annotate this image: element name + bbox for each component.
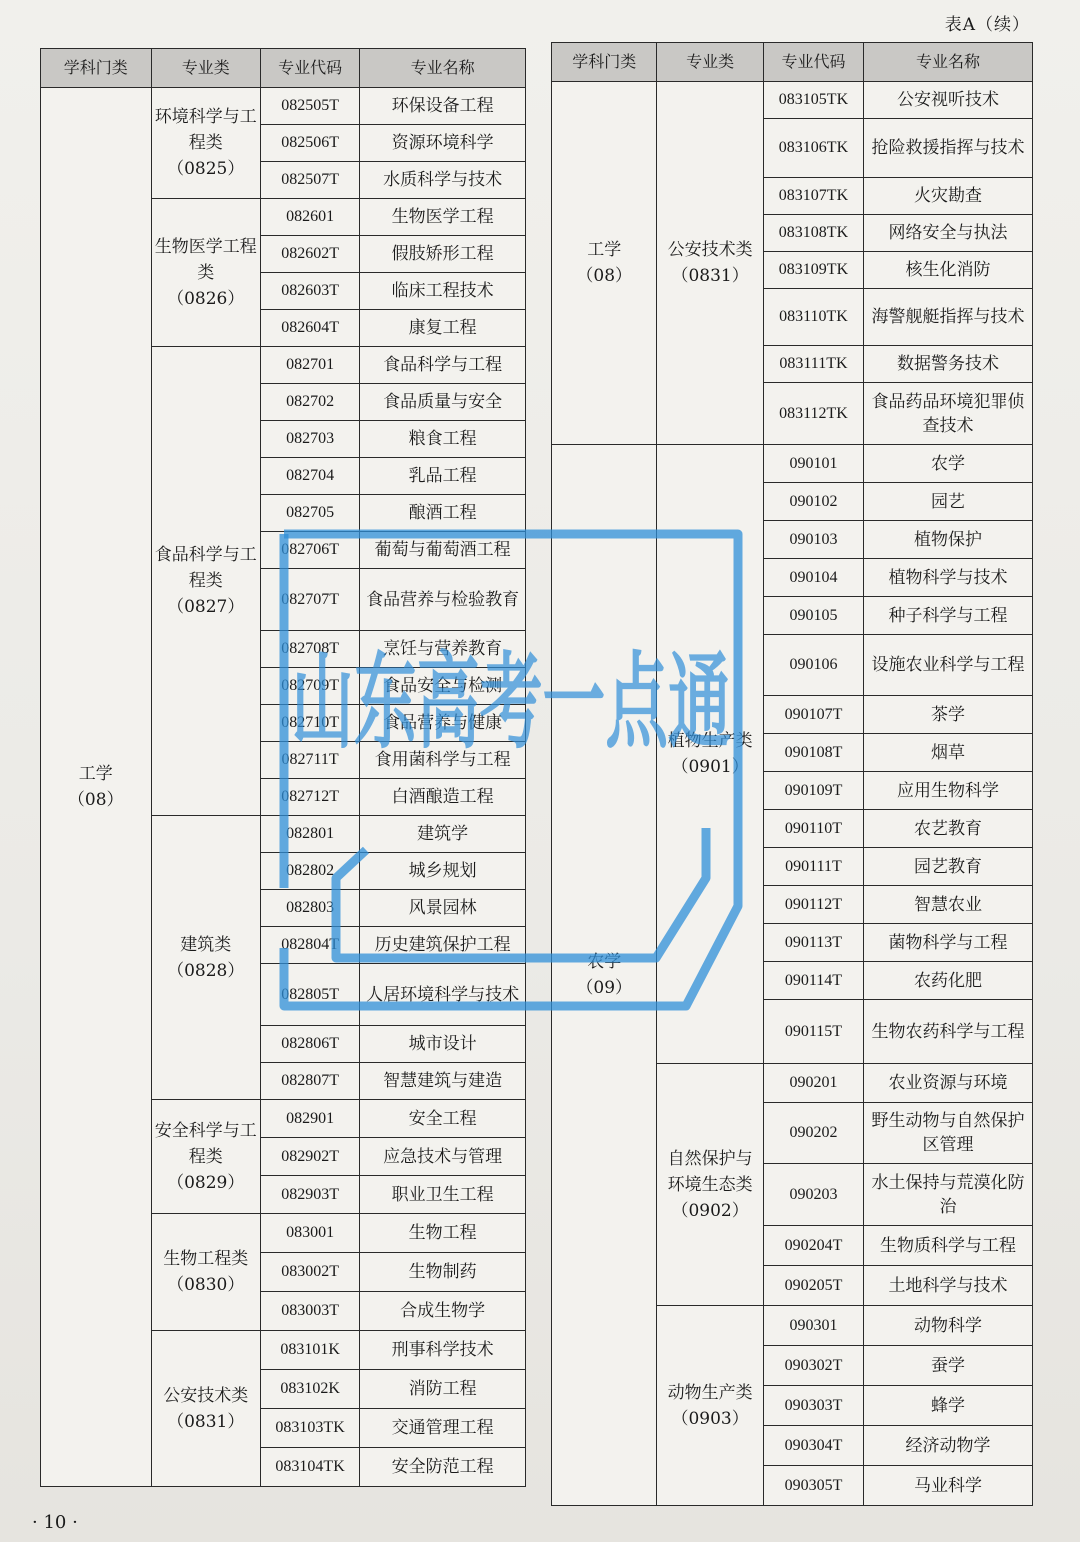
category-code: （0903） [671, 1408, 749, 1429]
major-code: 082703 [260, 421, 359, 458]
major-code: 090303T [763, 1386, 863, 1426]
major-code: 090105 [763, 597, 863, 635]
major-name: 食品安全与检测 [360, 668, 526, 705]
major-code: 090113T [763, 924, 863, 962]
major-code: 082505T [260, 88, 359, 125]
category-code: （0827） [167, 597, 245, 617]
major-code: 090302T [763, 1346, 863, 1386]
discipline-code: （09） [576, 978, 633, 998]
major-name: 农药化肥 [864, 962, 1033, 1000]
category-cell [151, 816, 260, 1100]
table-row [552, 82, 1033, 119]
discipline-cell [552, 445, 657, 1506]
major-name: 农艺教育 [864, 810, 1033, 848]
major-name: 资源环境科学 [360, 125, 526, 162]
major-code: 083101K [260, 1331, 359, 1370]
discipline-cell [552, 82, 657, 445]
major-code: 083002T [260, 1253, 359, 1292]
major-name: 生物工程 [360, 1214, 526, 1253]
major-code: 082602T [260, 236, 359, 273]
header-discipline: 学科门类 [552, 43, 657, 82]
major-name: 智慧农业 [864, 886, 1033, 924]
major-code: 082903T [260, 1176, 359, 1214]
table-row [552, 445, 1033, 483]
major-code: 090108T [763, 734, 863, 772]
category-cell [151, 199, 260, 347]
category-cell [151, 1331, 260, 1487]
major-name: 城市设计 [360, 1026, 526, 1063]
major-code: 082601 [260, 199, 359, 236]
major-code: 082711T [260, 742, 359, 779]
major-name: 蜂学 [864, 1386, 1033, 1426]
major-code: 083111TK [763, 346, 863, 383]
major-name: 种子科学与工程 [864, 597, 1033, 635]
major-code: 082708T [260, 631, 359, 668]
major-code: 090104 [763, 559, 863, 597]
category-cell [657, 1064, 763, 1306]
category-code: （0826） [167, 288, 245, 309]
major-name: 茶学 [864, 696, 1033, 734]
major-code: 083107TK [763, 178, 863, 215]
header-code: 专业代码 [260, 49, 359, 88]
category-cell [151, 88, 260, 199]
category-code: （0831） [167, 1411, 245, 1432]
major-code: 083106TK [763, 119, 863, 178]
major-name: 生物农药科学与工程 [864, 1000, 1033, 1064]
page-number: · 10 · [32, 1512, 78, 1533]
category-name: 公安技术类 [667, 240, 753, 260]
major-code: 082801 [260, 816, 359, 853]
category-code: （0831） [671, 266, 749, 286]
major-name: 智慧建筑与建造 [360, 1063, 526, 1100]
major-code: 090110T [763, 810, 863, 848]
major-name: 海警舰艇指挥与技术 [864, 289, 1033, 346]
major-name: 风景园林 [360, 890, 526, 927]
major-code: 083001 [260, 1214, 359, 1253]
table-continuation-note: 表A（续） [944, 15, 1030, 35]
category-cell [151, 347, 260, 816]
category-name: 生物医学工程类 [154, 236, 257, 283]
category-cell [657, 445, 763, 1064]
major-name: 土地科学与技术 [864, 1266, 1033, 1306]
major-code: 090111T [763, 848, 863, 886]
major-name: 食品营养与检验教育 [360, 569, 526, 631]
major-code: 090203 [763, 1164, 863, 1226]
major-name: 网络安全与执法 [864, 215, 1033, 252]
category-code: （0825） [167, 159, 245, 179]
major-code: 090204T [763, 1226, 863, 1266]
discipline-code: （08） [576, 266, 633, 286]
major-name: 应急技术与管理 [360, 1138, 526, 1176]
major-code: 082701 [260, 347, 359, 384]
major-code: 090107T [763, 696, 863, 734]
major-name: 烹饪与营养教育 [360, 631, 526, 668]
major-code: 090112T [763, 886, 863, 924]
major-code: 082803 [260, 890, 359, 927]
major-name: 公安视听技术 [864, 82, 1033, 119]
major-code: 082807T [260, 1063, 359, 1100]
major-name: 动物科学 [864, 1306, 1033, 1346]
major-code: 082705 [260, 495, 359, 532]
category-name: 自然保护与环境生态类 [667, 1148, 753, 1195]
category-name: 环境科学与工程类 [154, 107, 257, 153]
major-name: 合成生物学 [360, 1292, 526, 1331]
major-name: 消防工程 [360, 1370, 526, 1409]
category-code: （0828） [167, 960, 245, 981]
major-name: 农学 [864, 445, 1033, 483]
major-code: 083102K [260, 1370, 359, 1409]
major-code: 082707T [260, 569, 359, 631]
major-name: 人居环境科学与技术 [360, 964, 526, 1026]
major-code: 082706T [260, 532, 359, 569]
major-name: 环保设备工程 [360, 88, 526, 125]
header-discipline: 学科门类 [41, 49, 152, 88]
major-code: 082603T [260, 273, 359, 310]
category-cell [657, 1306, 763, 1506]
category-name: 建筑类 [180, 934, 232, 955]
header-major-name: 专业名称 [864, 43, 1033, 82]
category-cell [151, 1214, 260, 1331]
major-code: 090101 [763, 445, 863, 483]
major-name: 经济动物学 [864, 1426, 1033, 1466]
major-name: 交通管理工程 [360, 1409, 526, 1448]
major-code: 083103TK [260, 1409, 359, 1448]
major-code: 083108TK [763, 215, 863, 252]
major-name: 职业卫生工程 [360, 1176, 526, 1214]
major-name: 白酒酿造工程 [360, 779, 526, 816]
category-name: 安全科学与工程类 [154, 1120, 257, 1167]
header-category: 专业类 [151, 49, 260, 88]
major-name: 菌物科学与工程 [864, 924, 1033, 962]
major-code: 082506T [260, 125, 359, 162]
major-name: 乳品工程 [360, 458, 526, 495]
major-name: 应用生物科学 [864, 772, 1033, 810]
watermark-text: 山东高考一点通 [291, 641, 731, 763]
major-code: 090103 [763, 521, 863, 559]
major-name: 假肢矫形工程 [360, 236, 526, 273]
major-name: 建筑学 [360, 816, 526, 853]
major-code: 082901 [260, 1100, 359, 1138]
major-name: 食品营养与健康 [360, 705, 526, 742]
header-code: 专业代码 [763, 43, 863, 82]
category-name: 生物工程类 [163, 1249, 249, 1269]
category-name: 动物生产类 [667, 1382, 753, 1403]
major-code: 082712T [260, 779, 359, 816]
major-name: 食用菌科学与工程 [360, 742, 526, 779]
major-name: 火灾勘查 [864, 178, 1033, 215]
discipline-code: （08） [67, 790, 124, 810]
major-name: 食品科学与工程 [360, 347, 526, 384]
major-name: 食品质量与安全 [360, 384, 526, 421]
category-name: 植物生产类 [667, 731, 753, 751]
major-code: 090301 [763, 1306, 863, 1346]
discipline-name: 工学 [78, 764, 113, 784]
major-code: 082710T [260, 705, 359, 742]
major-name: 马业科学 [864, 1466, 1033, 1506]
major-code: 082806T [260, 1026, 359, 1063]
major-name: 葡萄与葡萄酒工程 [360, 532, 526, 569]
major-code: 083003T [260, 1292, 359, 1331]
major-code: 083110TK [763, 289, 863, 346]
major-name: 历史建筑保护工程 [360, 927, 526, 964]
major-code: 082805T [260, 964, 359, 1026]
major-code: 082507T [260, 162, 359, 199]
discipline-name: 工学 [587, 240, 622, 260]
major-name: 生物制药 [360, 1253, 526, 1292]
major-name: 农业资源与环境 [864, 1064, 1033, 1103]
category-cell [151, 1100, 260, 1214]
major-name: 刑事科学技术 [360, 1331, 526, 1370]
major-code: 090102 [763, 483, 863, 521]
major-name: 安全工程 [360, 1100, 526, 1138]
major-code: 090304T [763, 1426, 863, 1466]
major-code: 090305T [763, 1466, 863, 1506]
major-name: 野生动物与自然保护区管理 [864, 1103, 1033, 1164]
header-major-name: 专业名称 [360, 49, 526, 88]
major-name: 抢险救援指挥与技术 [864, 119, 1033, 178]
major-name: 康复工程 [360, 310, 526, 347]
header-category: 专业类 [657, 43, 763, 82]
major-name: 园艺 [864, 483, 1033, 521]
major-name: 安全防范工程 [360, 1448, 526, 1487]
major-code: 090205T [763, 1266, 863, 1306]
major-name: 数据警务技术 [864, 346, 1033, 383]
major-name: 植物科学与技术 [864, 559, 1033, 597]
major-code: 090115T [763, 1000, 863, 1064]
major-table-right [551, 42, 1033, 1506]
major-name: 城乡规划 [360, 853, 526, 890]
major-code: 083109TK [763, 252, 863, 289]
major-code: 082802 [260, 853, 359, 890]
major-code: 082702 [260, 384, 359, 421]
category-name: 食品科学与工程类 [154, 545, 257, 591]
category-code: （0902） [671, 1200, 749, 1221]
discipline-name: 农学 [587, 952, 622, 972]
major-name: 核生化消防 [864, 252, 1033, 289]
major-code: 090201 [763, 1064, 863, 1103]
major-code: 083112TK [763, 383, 863, 445]
table-row [41, 88, 526, 125]
category-name: 公安技术类 [163, 1385, 249, 1406]
discipline-cell [41, 88, 152, 1487]
category-cell [657, 82, 763, 445]
major-name: 水土保持与荒漠化防治 [864, 1164, 1033, 1226]
category-code: （0901） [671, 757, 749, 777]
major-code: 090202 [763, 1103, 863, 1164]
major-code: 082604T [260, 310, 359, 347]
major-name: 生物医学工程 [360, 199, 526, 236]
major-code: 090106 [763, 635, 863, 696]
major-name: 酿酒工程 [360, 495, 526, 532]
major-name: 园艺教育 [864, 848, 1033, 886]
major-code: 082709T [260, 668, 359, 705]
major-name: 蚕学 [864, 1346, 1033, 1386]
major-code: 090114T [763, 962, 863, 1000]
major-name: 水质科学与技术 [360, 162, 526, 199]
category-code: （0830） [167, 1275, 245, 1295]
major-name: 临床工程技术 [360, 273, 526, 310]
major-name: 粮食工程 [360, 421, 526, 458]
table-header-row [41, 49, 526, 88]
major-code: 082902T [260, 1138, 359, 1176]
major-code: 082704 [260, 458, 359, 495]
major-code: 083104TK [260, 1448, 359, 1487]
major-name: 食品药品环境犯罪侦查技术 [864, 383, 1033, 445]
major-code: 082804T [260, 927, 359, 964]
table-header-row [552, 43, 1033, 82]
major-code: 083105TK [763, 82, 863, 119]
major-name: 生物质科学与工程 [864, 1226, 1033, 1266]
major-name: 植物保护 [864, 521, 1033, 559]
major-table-left [40, 48, 526, 1487]
major-name: 烟草 [864, 734, 1033, 772]
major-code: 090109T [763, 772, 863, 810]
category-code: （0829） [167, 1172, 245, 1193]
major-name: 设施农业科学与工程 [864, 635, 1033, 696]
